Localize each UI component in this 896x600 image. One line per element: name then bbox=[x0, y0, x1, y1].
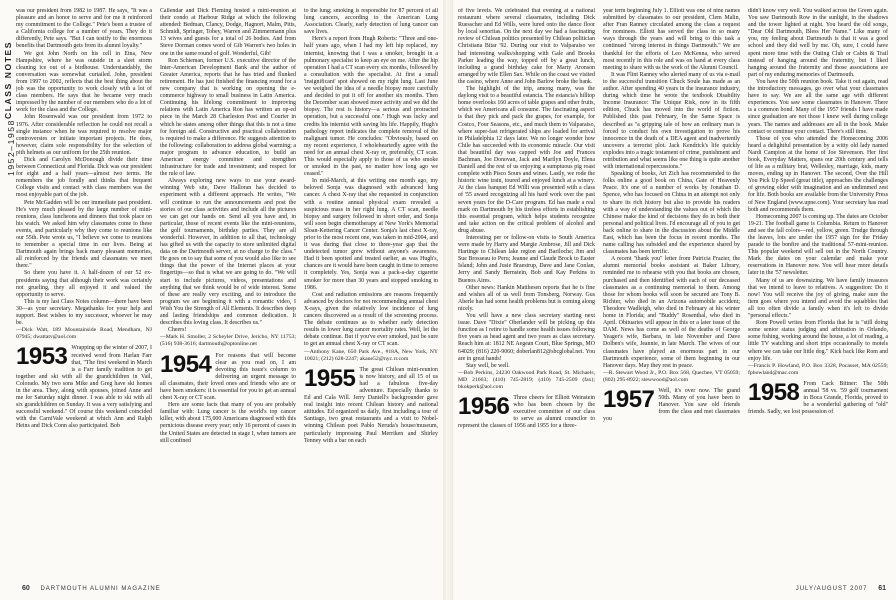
class-notes-paragraph: Other news: Hankin Matthesen reports that he is fine and wishes all of us well from Tonsberg, Norway. Gus Aberle has had some health problems but is coming along nicely. bbox=[458, 284, 595, 312]
class-year-entry bbox=[304, 364, 438, 445]
class-notes-paragraph: Here are some facts that many of you are probably familiar with: Lung cancer is the world's top cancer killer, with about 175,000 Americans diagnosed with this pernicious disease every year; only 16 percent of cases in the United States are detected in stage I, when tumors are still confined bbox=[160, 402, 296, 444]
section-sidebar-label bbox=[2, 6, 14, 176]
class-notes-paragraph: You have the 50th reunion book. Take it out again, read the introductory messages, go over what your classmates have to say. We are all the same age with different experiences. You saw some classmates in Hanover. There is a common bond. Many of the 1957 friends I have made since graduation are not those I knew well during college years. The names and addresses are all in the book. Make contact or continue your contact. There's still time. bbox=[748, 78, 888, 135]
class-notes-paragraph: We got John North on his cell in Etna, New Hampshire, where he was outside in a sleet storm cleaning ice out of a birdhouse. Understandably, the conversation was somewhat curtailed. John, president from 1997 to 2002, reflects that the best thing about the job was the opportunity to work closely with a lot of class members. He says that he became very much impressed by the number of our members who do a lot of work for the class and the College. bbox=[16, 50, 152, 114]
class-notes-paragraph: Callendar and Dick Fleming hosted a mini-reunion at their condo at Harbour Ridge at which the following attended: Bedman, Clancy, Dodge, Hagnort, Malm, Pitts, Schmidt, Springer, Tobey, Warren and Zimmermann plus 13 wives and guests for a total of 26 bodies. And from Steve Dorman comes word of Gib Warren's two holes in one in the same round of golf. Wonderful, Gib! bbox=[160, 8, 296, 57]
footer-left bbox=[22, 585, 161, 592]
class-year-entry bbox=[16, 345, 152, 430]
class-notes-paragraph: Many of us are downsizing. We have family treasures that we intend to leave to relatives. A suggestion: Do it now! You will receive the joy of giving, make sure the item goes where you intend and avoid the squabbles that all too often divide a family when it's left to divide "personal effects." bbox=[748, 277, 888, 320]
left-page-number: 60 bbox=[22, 585, 30, 592]
class-secretary-signature: —Mark H. Smoller, 2 Scheyler Drive, Jericho, NY 11753; (516) 938-3616; dartmouth@optonline.net bbox=[160, 334, 296, 348]
class-year-lead-text: From Cack Bittner: The 50th annual '58 vs. '59 golf tournament in Boca Grande, Florida, proved to be a wonderful gathering of "old" friends. Sadly, we lost possession of bbox=[748, 380, 888, 416]
class-notes-paragraph: year term beginning July 1. Elliott was one of nine names submitted by classmates to our president, Clem Malin, after Fran Ranney circulated among the class a request for nominees. Elliott has served the class in so many ways through the years and will bring to this task a continued "strong interest in things Dartmouth." We are thankful for the efforts of Leo McKenna, who served most recently in this role and was on hand at every class meeting to share with us the work of the Alumni Council. bbox=[603, 8, 740, 71]
class-notes-paragraph: Pete McGadden will be our immediate past president. He's very much pleased by the large number of mini-reunions, class luncheons and dinners that took place on his watch. We asked him why classmates come to these events, and particularly why they come to reunions like our 55th. Pete wrote us, "I believe we come to reunions to remember a special time in our lives. Being at Dartmouth again brings back many pleasant memories, all reinforced by the friends and classmates we meet there." bbox=[16, 199, 152, 270]
column-1 bbox=[16, 8, 152, 580]
right-issue-date: JULY/AUGUST 2007 bbox=[795, 586, 868, 592]
class-year-entry bbox=[160, 350, 296, 403]
class-year-heading: 1958 bbox=[748, 378, 800, 406]
class-secretary-signature: —Francis P. Howland, P.O. Box 3328, Pocasset, MA 02559; fphowland@mac.com bbox=[748, 362, 888, 376]
column-4 bbox=[458, 8, 595, 580]
class-notes-paragraph: Homecoming 2007 is coming up. The dates are October 19-21. The football game is Columbia. Return to Hanover and see the fall colors—red, yellow, green. Trudge through the leaves, lots are under the 1957 sign for the Friday parade to the bonfire and the traditional 57-mini-reunion. This popular weekend will sell out in the North Country. Mark the dates on your calendar and make your reservations in Hanover now. You will hear more details later in the '57 newsletter. bbox=[748, 213, 888, 277]
class-notes-paragraph: Ron Schieman, former U.S. executive director of the Inter-American Development Bank and the author of Greater America, reports that he has tried and flunked retirement. He has just finished the financing round for a new company that is working on opening the e-commerce highway to small business in Latin America. Continuing his lifelong commitment to improving relations with Latin America Ron has written an op-ed piece in the March 28 Charleston Post and Courier in which he states among other things that this is not a time for foreign aid. Constructive and practical collaboration is required to make a difference. He suggests attention to the following: collaboration to address global warming; a major program to advance education, to build an American energy committee and strengthen infrastructure for trade and investment; and respect for the rule of law. bbox=[160, 57, 296, 178]
class-year-entry bbox=[603, 385, 740, 423]
class-notes-paragraph: A recent "thank you" letter from Patricia Frazier, the alumni memorial books assistant at Baker Library, reminded me to rehearse with you that books are chosen, purchased and then identified with each of our deceased classmates as a continuing memorial to them. Among those for whom books will soon be secured are Tony B. Richter, who died in an Arizona automobile accident; Theodore Wadleigh, who died in February at his winter home in Florida; and "Buddy" Rosenthal, who died in April. Obituaries will appear in this or a later issue of the DAM. News has come as well of the deaths of George Yeager's wife, Barbara, in late November and Dave Dolben's wife, Jeannie, in late March. The wives of our classmates have played an enormous part in our Dartmouth experience, some of them beginning in our Hanover days. May they rest in peace. bbox=[603, 256, 740, 369]
right-page-number: 61 bbox=[878, 585, 886, 592]
class-year-heading: 1957 bbox=[603, 385, 655, 413]
class-notes-paragraph: Rom Powell writes from Florida that he is "still doing some senior status judging and arbitration in Orlando, some fishing, working around the house, a lot of reading, a little TV watching and short trips occasionally to motels where we can take our little dog." Kick back like Rom and enjoy life. bbox=[748, 320, 888, 362]
class-notes-paragraph: Speaking of books, Art Zich has recommended to the folks online a good book on China, Gate of Heavenly Peace. It's one of a number of works by Jonathan D. Spence, who has focused on China in an attempt not only to share its rich history but also to provide his readers with a way of understanding the values out of which the Chinese make the kind of decisions they do in both their personal and political lives. I'd encourage all of you to get back online to share in the discussion about the Middle East, which has been the focus in recent months. The name calling has subsided and the experience shared by classmates has been terrific. bbox=[603, 171, 740, 256]
column-5 bbox=[603, 8, 740, 580]
class-notes-paragraph: of five levels. We celebrated that evening at a national restaurant where several classmates, including Dick Ruesscher and Ed Wills, were lured onto the dance floor by local senoritas. On the next day we had a fascinating review of Chilean politics presented by Chilean politician Christiana Bitar '92. During our visit to Valparaiso we had interesting walks/shopping with Gale and Brooks Parker leading the way, topped off by a great lunch, including a grand birthday cake for Marty Aronson arranged by wife Ellen Sax. While on the coast we visited the casino, where Anne and John Barlow broke the bank. bbox=[458, 8, 595, 85]
column-6 bbox=[748, 8, 888, 580]
class-year-lead-text: Three cheers for Elliott Weinstein who has been chosen by the executive committee of our class to serve as alumni councilor to represent the classes of 1956 and 1955 for a three- bbox=[458, 395, 595, 430]
left-magazine-title: DARTMOUTH ALUMNI MAGAZINE bbox=[40, 586, 161, 592]
class-notes-paragraph: didn't know very well. You walked across the Green again. You saw Dartmouth Row in the sunlight, in the shadows and the tower lighted at night. You heard the old songs, "Dear Old Dartmouth, Bless Her Name." Like many of you, my feeling about Dartmouth is that it was a good school and they did well by me. Oh, sure, I could have spent more time with the Outing Club or Cabin & Trail instead of hanging around the fraternity, but I liked hanging around the fraternity and those associations are part of my enduring memories of Dartmouth. bbox=[748, 8, 888, 78]
class-notes-paragraph: So there you have it. A half-dozen of our 52 ex-presidents saying that although their work was certainly not grueling, they all enjoyed it and valued the opportunity to serve. bbox=[16, 270, 152, 298]
column-3 bbox=[304, 8, 438, 580]
class-year-entry bbox=[748, 378, 888, 416]
footer-right bbox=[796, 585, 886, 592]
class-secretary-signature: —Dick Watt, 189 Mountainside Road, Mendham, NJ 07945; dwattatv@aol.com bbox=[16, 327, 152, 341]
class-notes-paragraph: This is my last Class Notes column—there have been 30—as your secretary. Megathanks for your help and support. Best wishes to my successor, whoever he may be. bbox=[16, 298, 152, 327]
class-notes-paragraph: In mid-March, at this writing one month ago, my beloved Sonja was diagnosed with advanced lung cancer. A chest X-ray that she requested in conjunction with a routine annual physical exam revealed a suspicious mass in her right lung. A CT scan, needle biopsy and surgery followed in short order, and Sonja will soon begin chemotherapy at New York's Memorial Sloan-Kettering Cancer Center. Sonja's last chest X-ray, prior to the most recent one, was taken in mid-2004, and it was during that close to three-year gap that the undetected tumor grew without anyone's awareness. Had it been spotted and treated earlier, as was Hugh's, chances are it would have been caught in time to remove it completely. Yes, Sonja was a pack-a-day cigarette smoker for more than 30 years and stopped smoking in 1986. bbox=[304, 178, 438, 291]
column-2 bbox=[160, 8, 296, 580]
class-year-lead-text: Wrapping up the winter of 2007, I received word from Harlan Farr that, "The first weekend in March is a Farr family tradition to get together and ski with all the grandchildren in Vail, Colorado. My two sons Mike and Greg have ski homes in the area. They, along with spouses, joined Anne and me for Saturday night dinner. I was able to ski with all six grandchildren on Sunday. It was a very satisfying and successful weekend." Of course this weekend coincided with the CarniVale weekend at which Ann and Ralph Heins and Dick Conn also participated. Bob bbox=[16, 345, 152, 430]
class-year-heading: 1955 bbox=[304, 364, 356, 392]
class-year-lead-text: For reasons that will become clear as you read on, I am devoting this issue's column to delivering an urgent message to all classmates, their loved ones and friends who are or have been smokers: it is essential for you to get an annual chest X-ray or CT scan. bbox=[160, 352, 296, 402]
class-notes-paragraph: Interesting per or follow-on visits to South America were made by Harry and Margie Ambrose, Jill and Dick Hartinge to Chilean lake region and Bariloche; Jim and Sue Brosseau to Peru; Jeanne and Claude Brock to Easter Island; John and Jusie Braestrup, Dave and Jane Conlan, Jerry and Sandy Bernstein, Bob and Kay Perkins to Buenos Aires. bbox=[458, 235, 595, 284]
class-year-entry bbox=[458, 395, 595, 430]
class-notes-paragraph: The highlight of the trip, among many, was the daylong visit to a beautiful estancia. The estancia's hilltop home overlooks 160 acres of table grapes and other fruits, which we Americans all consume. The fascinating aspect is that they pick and pack the grapes, for example, for Costco, Four Seasons, etc., and much them to Valparaiso, where super-fast refrigerated ships are loaded for arrival in Philadelphia 12 days later. We no longer wonder how Chile has succeeded with its economic miracle. Our visit that beautiful day was capped with Joe and Frances Bachman, Joe Donovan, Jack and Marilyn Doyle, Elena Daniell and the rest of us enjoying a sumptuous pig roast complete with Pisco Sours and wines. Lastly, we rode the historic wine train, toured and enjoyed lunch at a winery. At the class banquet Ed Willi was presented with a class of '55 award recognizing all his hard work over the past seven years for the D-Care program. Ed has made a real mark on Dartmouth by his tireless efforts in establishing this essential program, which helps students recognize and take action on the critical problem of alcohol and drug abuse. bbox=[458, 86, 595, 234]
class-notes-paragraph: Stay well, be well. bbox=[466, 362, 510, 369]
class-secretary-signature: —Bob Perkins, 24230 Oakwood Park Road, St. Michaels, MD 21663; (410) 745-2819; (410) 745-2509 (fax); bkokperk@aol.com bbox=[458, 369, 595, 390]
class-secretary-signature: —R. Stewart Wood Jr., P.O. Box 568, Quechee, VT 05059; (802) 295-8922; stewwood@aol.com bbox=[603, 369, 740, 383]
class-notes-paragraph: Those of you who attended the Homecoming 2006 heard a delightful presentation by a witty old lady named Nardi Campion at the home of Joe Stevenson. Her first book, Everyday Matters, spans our 20th century and tells of life as a military brat, Wellesley, marriage, kids, many moves, ending up in Hanover. The second, Over the Hill You Pick Up Speed (great title), approaches the challenges of growing older with imagination and an undimmed zest for life. Both books are available from the University Press of New England (www.upne.com). Your secretary has read both and recommends them. bbox=[748, 135, 888, 213]
class-secretary-signature: —Anthony Kane, 650 Park Ave., #18A, New York, NY 10021; (212) 628-2247; akane52@nyc.rr.com bbox=[304, 348, 438, 362]
class-notes-paragraph: Cheers! bbox=[168, 327, 187, 334]
class-notes-paragraph: Here's a report from Hugh Roberts: "Three and one-half years ago, when I had my left hip replaced, my internist, knowing that I was a smoker, brought in a pulmonary specialist to keep an eye on me. After the hip operation I had a CT scan every six months, followed by a consultation with the specialist. At first a small 'insignificant' spot showed on my right lung. Last June we weighed the idea of a needle biopsy more carefully and decided to put it off for another six months. Then the December scan showed more activity and we did the biopsy. The rest is history—a serious and protracted operation, but a successful one." Hugh was lucky and credits his internist with saving his life. Happily, Hugh's pathology report indicates the complete removal of the malignant tumor. He concludes: "Obviously, based on my recent experience, I wholeheartedly agree with the need for an annual chest X-ray or, preferably, CT scan. This would especially apply to those of us who smoke or smoked in the past, no matter how long ago we ceased." bbox=[304, 36, 438, 178]
class-notes-paragraph: It was Flint Ranney who alerted many of us via e-mail to the successful transition Chuck Soule has made as an author. After spending 40 years in the insurance industry, during which time he wrote the textbook Disability Income Insurance: The Unique Risk, now in its fifth edition, Chuck has moved into the world of fiction. Published this past February, In the Same Space is described as "a gripping tale of how an ordinary man is forced to conduct his own investigation to prove his innocence in the death of a DEA agent and inadvertently uncovers a terrorist plot. Jack Kendrick's life quickly explodes into a tragic testament of crime, punishment and retribution and what seems like one thing is quite another with international repercussions." bbox=[603, 71, 740, 171]
class-notes-paragraph: to the lung; smoking is responsible for 87 percent of all lung cancers, according to the American Lung Association. Clearly, early detection of lung cancer can save lives. bbox=[304, 8, 438, 36]
sidebar-title: CLASS NOTES bbox=[3, 40, 13, 120]
class-year-lead-text: The great Chilean mini-reunion is now history, and all 15 of us had a fabulous five-day adventure. Especially thanks to Ed and Cala Will. Jerry Daniell's backgrounder gave real insight into recent Chilean history and national attitudes. Ed organized us daily, first including a tour of Santiago, two great restaurants and a visit to Nobel-winning Chilean poet Pablo Neruda's house/museum, particularly impressing Paul Merriken and Shirley Tenney with a bar on each bbox=[304, 366, 438, 444]
class-year-heading: 1954 bbox=[160, 350, 212, 378]
class-notes-paragraph: Cost and radiation emissions are reasons frequently advanced by doctors for not recommending annual chest X-rays, given the relatively low incidence of lung cancers discovered as a result of the screening process. The debate continues as to whether early detection results in lower lung cancer mortality rates. Well, let the debate continue. But if you've ever smoked, just be sure to get an annual chest X-ray or CT scan. bbox=[304, 291, 438, 348]
class-year-lead-text: Well, it's over now. The grand 50th. Many of you have been to Hanover. You saw old friends from the class and met classmates you bbox=[603, 387, 740, 423]
class-notes-paragraph: was our president from 1982 to 1987. He says, "It was a pleasure and an honor to serve and for me it reinforced my commitment to the College." Pete's been a trustee of a California college for a number of years. They do it differently, Pete says. "But I can testify to the enormous benefits that Dartmouth gets from its alumni loyalty." bbox=[16, 8, 152, 50]
page-gutter bbox=[443, 0, 453, 600]
class-year-heading: 1956 bbox=[458, 393, 510, 421]
class-notes-paragraph: Dick and Carolyn McDonough divide their time between Connecticut and Florida. Dick was our president for eight and a half years—almost two terms. He remembers the job fondly and thinks that frequent College visits and contact with class members was the most enjoyable part of the job. bbox=[16, 156, 152, 199]
class-year-heading: 1953 bbox=[16, 343, 68, 371]
class-notes-paragraph: You will have a new class secretary starting next issue. Dave "Dixie" Oberlander will be picking up this function as I retire to handle some health issues following five years as head agent and two years as class secretary. Reach him at: 1812 NE Aegean Court, Blue Springs, MO 64029; (816) 220-9060; doberlan812@sbcglobal.net. You are in great hands! bbox=[458, 313, 595, 362]
class-notes-paragraph: Always exploring new ways to use your award-winning Web site, Dave Halloran has decided to experiment with a different approach. He writes, "We will continue to run the announcements and post the stories of our class activities and include all the pictures we can get our hands on. Send all you have and, in particular, those of recent events like the mini-reunions, the golf tournaments, birthday parties. They are all wonderful. However, in addition to all that, technology has gifted us with the capacity to store unlimited digital data on the Dartmouth server, at no charge to the class." He goes on to say that some of you would also like to see things that the power of the Internet places at your fingertips—so that is what we are going to do. "We will start to include pictures, videos, presentations and anything that we think would be of wide interest. Some of these are really very exciting, and to introduce the program we are beginning it with a romantic video, I Wish You the Strength of All Elements. It describes deep and lasting friendships and common dedication. It describes this loving class. It describes us." bbox=[160, 178, 296, 327]
sidebar-years: 1952–1958 bbox=[6, 119, 16, 176]
class-notes-paragraph: John Rosenwald was our president from 1972 to 1976. After considerable reflection he could not recall a single instance when he was required to resolve major controversies or initiate important projects. He does, however, claim sole responsibility for the selection of pith helmets as our uniform for the 25th reunion. bbox=[16, 114, 152, 156]
